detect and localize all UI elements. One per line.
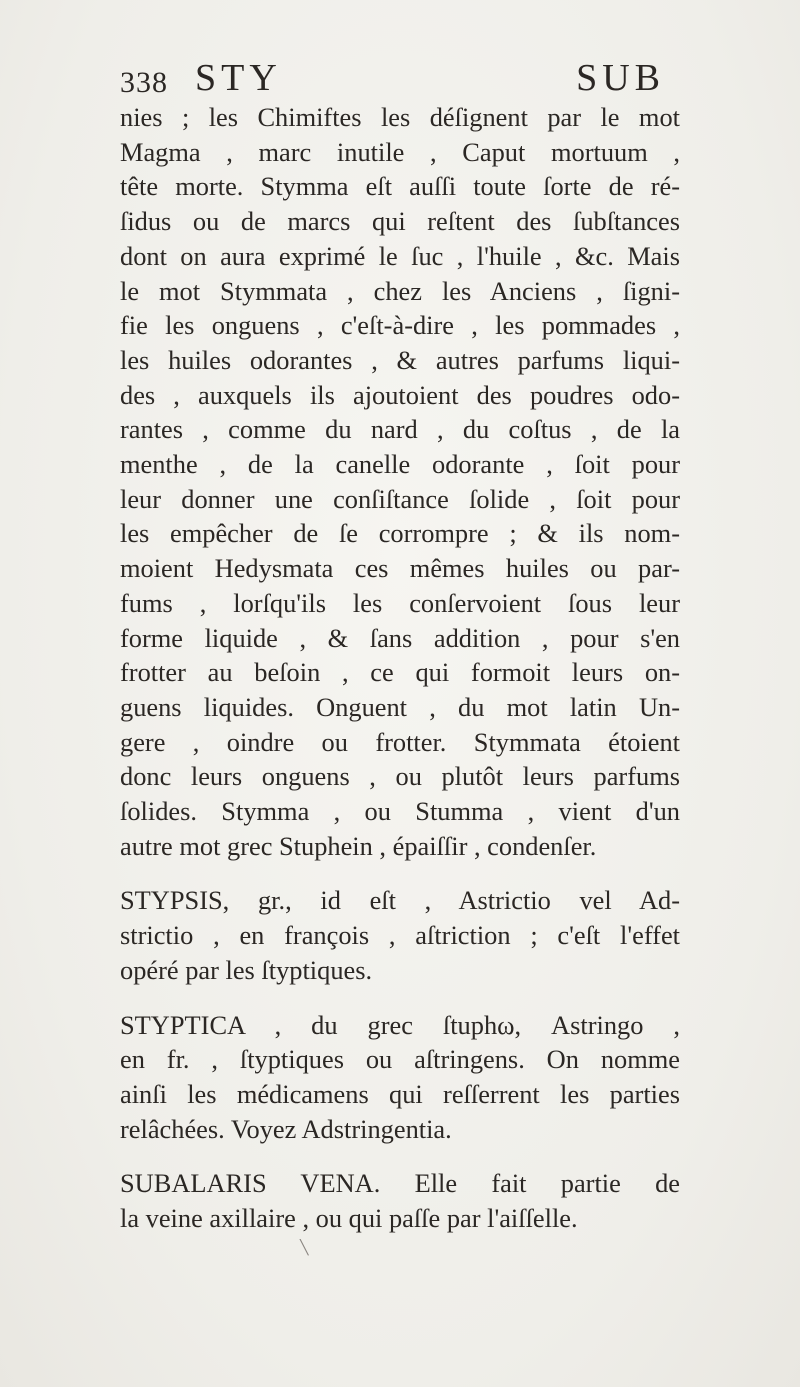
text-line: ſolides. Stymma , ou Stumma , vient d'un [120,796,680,827]
text-line: les huiles odorantes , & autres parfums liqui- [120,344,680,375]
paragraph-gap [120,863,680,883]
text-line: en fr. , ſtyptiques ou aſtringens. On nomme [120,1044,680,1075]
running-head-right: SUB [576,57,665,99]
text-line: ſidus ou de marcs qui reſtent des ſubſtances [120,206,680,237]
text-line: le mot Stymmata , chez les Anciens , ſigni- [120,275,680,306]
text-line: relâchées. Voyez Adstringentia. [120,1113,452,1144]
text-line: SUBALARIS VENA. Elle fait partie de [120,1168,680,1199]
text-line: guens liquides. Onguent , du mot latin Un- [120,691,680,722]
running-head-left: STY [195,57,282,99]
entry-stypsis [120,883,680,987]
paragraph-gap [120,1146,680,1166]
text-line: donc leurs onguens , ou plutôt leurs parfums [120,761,680,792]
text-line: frotter au beſoin , ce qui formoit leurs on- [120,657,680,688]
text-line: rantes , comme du nard , du coſtus , de la [120,414,680,445]
text-line: les empêcher de ſe corrompre ; & ils nom- [120,518,680,549]
text-line: ainſi les médicamens qui reſſerrent les parties [120,1078,680,1109]
text-line: strictio , en françois , aſtriction ; c'eſt l'effet [120,920,680,951]
text-line: fums , lorſqu'ils les conſervoient ſous leur [120,587,680,618]
page-body [120,100,680,1236]
text-line: la veine axillaire , ou qui paſſe par l'aiſſelle. [120,1203,578,1234]
text-line: nies ; les Chimiftes les déſignent par le mot [120,102,680,132]
text-line: Magma , marc inutile , Caput mortuum , [120,136,680,167]
text-line: fie les onguens , c'eſt-à-dire , les pommades , [120,310,680,341]
text-line: autre mot grec Stuphein , épaiſſir , condenſer. [120,830,597,861]
text-line: des , auxquels ils ajoutoient des poudres odo- [120,379,680,410]
entry-styptica [120,1008,680,1147]
stray-ink-mark: ╲ [300,1240,309,1256]
text-line: tête morte. Stymma eſt auſſi toute ſorte de ré- [120,171,680,202]
page-header [120,48,665,98]
text-line: STYPSIS, gr., id eſt , Astrictio vel Ad- [120,885,680,916]
entry-subalaris-vena [120,1166,680,1235]
text-line: moient Hedysmata ces mêmes huiles ou par- [120,553,680,584]
text-line: menthe , de la canelle odorante , ſoit pour [120,449,680,480]
text-line: forme liquide , & ſans addition , pour s'en [120,622,680,653]
paragraph-gap [120,988,680,1008]
text-line: gere , oindre ou frotter. Stymmata étoient [120,726,680,757]
text-line: leur donner une conſiſtance ſolide , ſoit pour [120,483,680,514]
entry-stymma-continuation [120,100,680,863]
text-line: opéré par les ſtyptiques. [120,954,373,985]
text-line: STYPTICA , du grec ſtuphω, Astringo , [120,1009,680,1040]
text-line: dont on aura exprimé le ſuc , l'huile , &c. Mais [120,240,680,271]
page-number: 338 [120,66,168,99]
